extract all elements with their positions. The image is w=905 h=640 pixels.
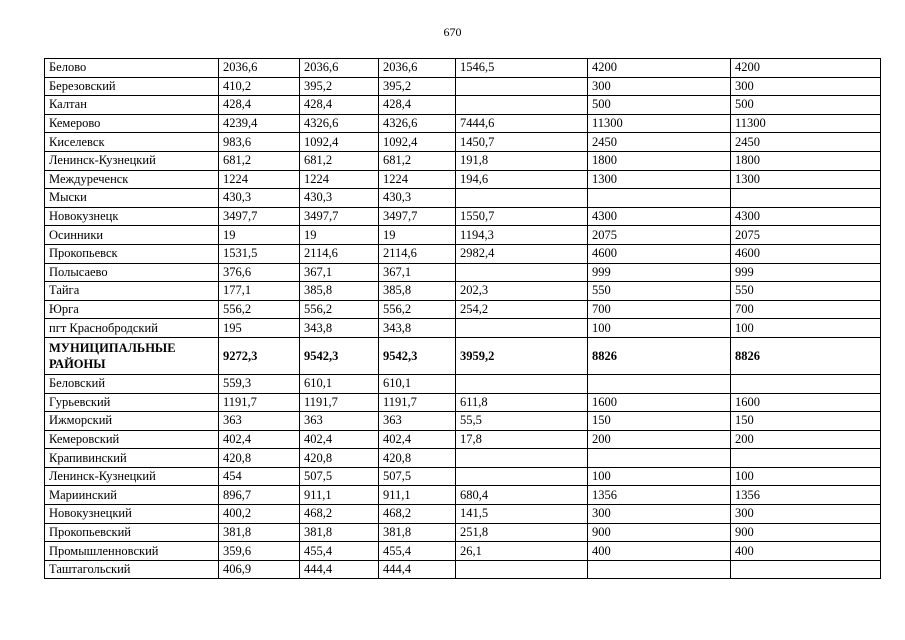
value-cell-2: 4326,6 [300, 114, 379, 133]
value-cell-5: 100 [588, 467, 731, 486]
value-cell-4: 141,5 [456, 505, 588, 524]
value-cell-4 [456, 77, 588, 96]
value-cell-1: 19 [219, 226, 300, 245]
value-cell-3: 444,4 [379, 560, 456, 579]
value-cell-5: 2450 [588, 133, 731, 152]
value-cell-2: 428,4 [300, 96, 379, 115]
value-cell-4: 251,8 [456, 523, 588, 542]
value-cell-2: 9542,3 [300, 337, 379, 374]
value-cell-4 [456, 467, 588, 486]
table-row [45, 77, 881, 96]
value-cell-2: 2114,6 [300, 244, 379, 263]
value-cell-1: 402,4 [219, 430, 300, 449]
value-cell-3: 428,4 [379, 96, 456, 115]
value-cell-1: 177,1 [219, 282, 300, 301]
municipality-name-cell: Таштагольский [45, 560, 219, 579]
value-cell-5: 4600 [588, 244, 731, 263]
value-cell-4 [456, 189, 588, 208]
value-cell-5: 550 [588, 282, 731, 301]
value-cell-4: 202,3 [456, 282, 588, 301]
value-cell-2: 343,8 [300, 319, 379, 338]
value-cell-4 [456, 263, 588, 282]
table-row [45, 486, 881, 505]
value-cell-1: 983,6 [219, 133, 300, 152]
value-cell-6: 999 [731, 263, 881, 282]
municipality-name-cell: Полысаево [45, 263, 219, 282]
value-cell-5 [588, 189, 731, 208]
municipality-name-cell: Прокопьевский [45, 523, 219, 542]
value-cell-6: 11300 [731, 114, 881, 133]
value-cell-6: 200 [731, 430, 881, 449]
value-cell-3: 681,2 [379, 151, 456, 170]
value-cell-6: 8826 [731, 337, 881, 374]
value-cell-4: 1450,7 [456, 133, 588, 152]
value-cell-6: 150 [731, 412, 881, 431]
municipality-name-cell: Киселевск [45, 133, 219, 152]
value-cell-3: 402,4 [379, 430, 456, 449]
value-cell-5: 4300 [588, 207, 731, 226]
value-cell-4: 191,8 [456, 151, 588, 170]
table-row [45, 542, 881, 561]
value-cell-2: 681,2 [300, 151, 379, 170]
table-row [45, 151, 881, 170]
municipality-name-cell: Новокузнецк [45, 207, 219, 226]
data-table [44, 58, 881, 579]
municipality-name-cell: Белово [45, 59, 219, 78]
value-cell-3: 468,2 [379, 505, 456, 524]
value-cell-1: 681,2 [219, 151, 300, 170]
value-cell-4: 680,4 [456, 486, 588, 505]
value-cell-1: 420,8 [219, 449, 300, 468]
table-body [45, 59, 881, 579]
value-cell-2: 556,2 [300, 300, 379, 319]
value-cell-6: 2075 [731, 226, 881, 245]
table-row-section-total [45, 337, 881, 374]
value-cell-6: 100 [731, 319, 881, 338]
municipality-name-cell: Междуреченск [45, 170, 219, 189]
municipality-name-cell: Прокопьевск [45, 244, 219, 263]
value-cell-5: 8826 [588, 337, 731, 374]
value-cell-1: 195 [219, 319, 300, 338]
value-cell-4: 1194,3 [456, 226, 588, 245]
value-cell-4: 194,6 [456, 170, 588, 189]
value-cell-4: 1550,7 [456, 207, 588, 226]
value-cell-3: 385,8 [379, 282, 456, 301]
value-cell-6: 4600 [731, 244, 881, 263]
table-row [45, 374, 881, 393]
value-cell-3: 2114,6 [379, 244, 456, 263]
value-cell-2: 1092,4 [300, 133, 379, 152]
value-cell-5: 100 [588, 319, 731, 338]
value-cell-3: 1224 [379, 170, 456, 189]
municipality-name-cell: Мыски [45, 189, 219, 208]
municipality-name-cell: Крапивинский [45, 449, 219, 468]
municipality-name-cell: Калтан [45, 96, 219, 115]
table-row [45, 114, 881, 133]
value-cell-3: 363 [379, 412, 456, 431]
value-cell-5: 700 [588, 300, 731, 319]
value-cell-6: 1800 [731, 151, 881, 170]
value-cell-1: 381,8 [219, 523, 300, 542]
value-cell-5 [588, 560, 731, 579]
value-cell-2: 367,1 [300, 263, 379, 282]
value-cell-4: 254,2 [456, 300, 588, 319]
value-cell-6: 1300 [731, 170, 881, 189]
value-cell-4 [456, 96, 588, 115]
table-row [45, 133, 881, 152]
value-cell-3: 556,2 [379, 300, 456, 319]
value-cell-4: 3959,2 [456, 337, 588, 374]
value-cell-6: 700 [731, 300, 881, 319]
value-cell-4 [456, 374, 588, 393]
value-cell-3: 381,8 [379, 523, 456, 542]
value-cell-2: 455,4 [300, 542, 379, 561]
value-cell-1: 410,2 [219, 77, 300, 96]
value-cell-3: 1191,7 [379, 393, 456, 412]
value-cell-5 [588, 449, 731, 468]
value-cell-4: 2982,4 [456, 244, 588, 263]
value-cell-5: 900 [588, 523, 731, 542]
value-cell-3: 395,2 [379, 77, 456, 96]
value-cell-4 [456, 449, 588, 468]
value-cell-6: 500 [731, 96, 881, 115]
table-row [45, 189, 881, 208]
value-cell-2: 381,8 [300, 523, 379, 542]
value-cell-4: 611,8 [456, 393, 588, 412]
value-cell-3: 455,4 [379, 542, 456, 561]
value-cell-3: 610,1 [379, 374, 456, 393]
value-cell-5 [588, 374, 731, 393]
value-cell-6: 100 [731, 467, 881, 486]
value-cell-1: 406,9 [219, 560, 300, 579]
value-cell-1: 4239,4 [219, 114, 300, 133]
table-row [45, 467, 881, 486]
value-cell-2: 1191,7 [300, 393, 379, 412]
value-cell-3: 3497,7 [379, 207, 456, 226]
table-row [45, 170, 881, 189]
municipality-name-cell: Беловский [45, 374, 219, 393]
value-cell-2: 507,5 [300, 467, 379, 486]
value-cell-5: 1356 [588, 486, 731, 505]
table-row [45, 412, 881, 431]
value-cell-1: 556,2 [219, 300, 300, 319]
value-cell-3: 367,1 [379, 263, 456, 282]
value-cell-2: 1224 [300, 170, 379, 189]
municipality-name-cell: Юрга [45, 300, 219, 319]
value-cell-4: 26,1 [456, 542, 588, 561]
value-cell-3: 2036,6 [379, 59, 456, 78]
municipality-name-cell: Гурьевский [45, 393, 219, 412]
value-cell-2: 363 [300, 412, 379, 431]
value-cell-2: 444,4 [300, 560, 379, 579]
page-number: 670 [443, 25, 462, 39]
municipality-name-cell: МУНИЦИПАЛЬНЫЕ РАЙОНЫ [45, 337, 219, 374]
value-cell-2: 402,4 [300, 430, 379, 449]
value-cell-2: 911,1 [300, 486, 379, 505]
value-cell-5: 4200 [588, 59, 731, 78]
value-cell-2: 385,8 [300, 282, 379, 301]
value-cell-1: 363 [219, 412, 300, 431]
value-cell-6: 550 [731, 282, 881, 301]
table-row [45, 282, 881, 301]
value-cell-2: 395,2 [300, 77, 379, 96]
municipality-name-cell: Ижморский [45, 412, 219, 431]
value-cell-6: 400 [731, 542, 881, 561]
table-row [45, 449, 881, 468]
value-cell-3: 1092,4 [379, 133, 456, 152]
value-cell-2: 3497,7 [300, 207, 379, 226]
municipality-name-cell: Ленинск-Кузнецкий [45, 151, 219, 170]
table-row [45, 59, 881, 78]
value-cell-1: 1531,5 [219, 244, 300, 263]
municipality-name-cell: Кемерово [45, 114, 219, 133]
value-cell-5: 200 [588, 430, 731, 449]
value-cell-2: 430,3 [300, 189, 379, 208]
table-row [45, 207, 881, 226]
value-cell-4 [456, 560, 588, 579]
value-cell-1: 376,6 [219, 263, 300, 282]
table-row [45, 505, 881, 524]
municipality-name-cell: Березовский [45, 77, 219, 96]
value-cell-1: 1191,7 [219, 393, 300, 412]
value-cell-6 [731, 560, 881, 579]
table-row [45, 96, 881, 115]
table-row [45, 300, 881, 319]
value-cell-3: 911,1 [379, 486, 456, 505]
value-cell-5: 11300 [588, 114, 731, 133]
value-cell-1: 359,6 [219, 542, 300, 561]
value-cell-5: 500 [588, 96, 731, 115]
value-cell-2: 468,2 [300, 505, 379, 524]
value-cell-4: 17,8 [456, 430, 588, 449]
table-row [45, 560, 881, 579]
value-cell-4: 1546,5 [456, 59, 588, 78]
table-row [45, 523, 881, 542]
value-cell-1: 428,4 [219, 96, 300, 115]
value-cell-4: 55,5 [456, 412, 588, 431]
table-row [45, 319, 881, 338]
value-cell-3: 4326,6 [379, 114, 456, 133]
value-cell-3: 507,5 [379, 467, 456, 486]
value-cell-2: 19 [300, 226, 379, 245]
municipality-name-cell: Мариинский [45, 486, 219, 505]
value-cell-1: 1224 [219, 170, 300, 189]
table-row [45, 430, 881, 449]
value-cell-6: 300 [731, 505, 881, 524]
municipality-name-cell: Промышленновский [45, 542, 219, 561]
value-cell-3: 9542,3 [379, 337, 456, 374]
value-cell-1: 430,3 [219, 189, 300, 208]
value-cell-1: 400,2 [219, 505, 300, 524]
value-cell-5: 150 [588, 412, 731, 431]
value-cell-4 [456, 319, 588, 338]
table-row [45, 393, 881, 412]
value-cell-1: 9272,3 [219, 337, 300, 374]
table-row [45, 244, 881, 263]
value-cell-5: 1600 [588, 393, 731, 412]
value-cell-1: 896,7 [219, 486, 300, 505]
municipality-name-cell: Ленинск-Кузнецкий [45, 467, 219, 486]
municipality-name-cell: Новокузнецкий [45, 505, 219, 524]
value-cell-6 [731, 189, 881, 208]
value-cell-5: 300 [588, 505, 731, 524]
municipality-name-cell: пгт Краснобродский [45, 319, 219, 338]
value-cell-6: 1600 [731, 393, 881, 412]
table-row [45, 226, 881, 245]
table-row [45, 263, 881, 282]
value-cell-5: 1300 [588, 170, 731, 189]
value-cell-6: 900 [731, 523, 881, 542]
value-cell-6 [731, 374, 881, 393]
value-cell-6: 4200 [731, 59, 881, 78]
value-cell-3: 343,8 [379, 319, 456, 338]
value-cell-4: 7444,6 [456, 114, 588, 133]
value-cell-2: 610,1 [300, 374, 379, 393]
value-cell-1: 2036,6 [219, 59, 300, 78]
value-cell-5: 2075 [588, 226, 731, 245]
value-cell-5: 999 [588, 263, 731, 282]
municipality-name-cell: Кемеровский [45, 430, 219, 449]
municipality-name-cell: Тайга [45, 282, 219, 301]
municipality-name-cell: Осинники [45, 226, 219, 245]
value-cell-5: 1800 [588, 151, 731, 170]
value-cell-1: 454 [219, 467, 300, 486]
value-cell-3: 19 [379, 226, 456, 245]
value-cell-6: 300 [731, 77, 881, 96]
value-cell-1: 559,3 [219, 374, 300, 393]
value-cell-2: 2036,6 [300, 59, 379, 78]
value-cell-3: 430,3 [379, 189, 456, 208]
value-cell-5: 300 [588, 77, 731, 96]
value-cell-6: 4300 [731, 207, 881, 226]
value-cell-5: 400 [588, 542, 731, 561]
value-cell-2: 420,8 [300, 449, 379, 468]
value-cell-6: 1356 [731, 486, 881, 505]
value-cell-1: 3497,7 [219, 207, 300, 226]
value-cell-6 [731, 449, 881, 468]
value-cell-6: 2450 [731, 133, 881, 152]
value-cell-3: 420,8 [379, 449, 456, 468]
